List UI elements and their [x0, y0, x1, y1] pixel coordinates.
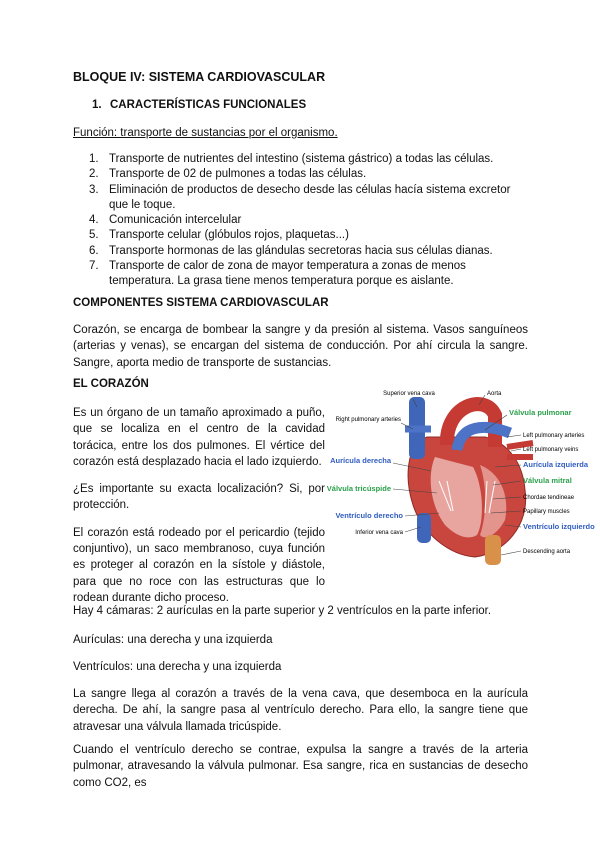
heart-heading: EL CORAZÓN [73, 378, 149, 390]
heart-text-column [73, 405, 325, 617]
section-title: CARACTERÍSTICAS FUNCIONALES [110, 99, 307, 111]
label-inferior-vena-cava: Inferior vena cava [355, 530, 403, 536]
heart-paragraph: ¿Es importante su exacta localización? Si, por protección. [73, 483, 325, 512]
label-valvula-mitral: Válvula mitral [523, 476, 572, 485]
label-right-pulmonary-arteries: Right pulmonary arteries [335, 417, 401, 423]
section-heading [92, 99, 306, 111]
label-valvula-tricuspide: Válvula tricúspide [326, 484, 391, 493]
function-line: Función: transporte de sustancias por el organismo. [73, 127, 338, 139]
label-chordae-tendineae: Chordae tendineae [523, 495, 575, 501]
label-descending-aorta: Descending aorta [523, 549, 571, 555]
label-left-pulmonary-arteries: Left pulmonary arteries [523, 433, 585, 439]
label-left-pulmonary-veins: Left pulmonary veins [523, 447, 579, 453]
flow-paragraph-1: La sangre llega al corazón a través de la vena cava, que desemboca en la aurícula derecha. De ahí, la sangre pasa al ventrículo derecho. Para ello, la sangre tiene que atravesar una válvula llamada tricúspide. [73, 688, 528, 733]
list-item: 4. Comunicación intercelular [89, 214, 242, 227]
heart-paragraph: El corazón está rodeado por el pericardio (tejido conjuntivo), un saco membranoso, cuya función es proteger al corazón en la sístole y diástole, para que no roce con las estructuras que lo rodean durante dicho proceso. [73, 526, 325, 604]
heart-paragraph: Es un órgano de un tamaño aproximado a puño, que se localiza en el centro de la cavidad torácica, entre los dos pulmones. El vértice del corazón está desplazado hacia el lado izquierdo. [73, 407, 325, 468]
list-item: 5. Transporte celular (glóbulos rojos, plaquetas...) [89, 229, 349, 242]
label-auricula-derecha: Aurícula derecha [330, 456, 391, 465]
label-superior-vena-cava: Superior vena cava [383, 391, 435, 397]
list-item: 1. Transporte de nutrientes del intestino (sistema gástrico) a todas las células. [89, 153, 494, 165]
flow-paragraph-2: Cuando el ventrículo derecho se contrae, expulsa la sangre a través de la arteria pulmonar, atravesando la válvula pulmonar. Esa sangre, rica en sustancias de desecho como CO2, es [73, 744, 528, 789]
section-number: 1. [92, 99, 102, 111]
label-papillary-muscles: Papillary muscles [523, 509, 570, 515]
list-item: 7. Transporte de calor de zona de mayor temperatura a zonas de menos temperatura. La grasa tiene menos temperatura porque es aislante. [89, 260, 466, 288]
list-item: 6. Transporte hormonas de las glándulas secretoras hacia sus células dianas. [89, 244, 493, 257]
list-item: 2. Transporte de 02 de pulmones a todas las células. [89, 168, 367, 181]
label-aorta: Aorta [487, 391, 502, 397]
heart-diagram [326, 385, 600, 570]
label-auricula-izquierda: Aurícula izquierda [523, 460, 589, 469]
label-ventriculo-izquierdo: Ventrículo izquierdo [523, 522, 595, 531]
document-title: BLOQUE IV: SISTEMA CARDIOVASCULAR [73, 70, 326, 84]
label-valvula-pulmonar: Válvula pulmonar [509, 408, 572, 417]
atria-paragraph: Aurículas: una derecha y una izquierda [73, 634, 273, 646]
functions-list [73, 152, 528, 290]
list-item: 3. Eliminación de productos de desecho desde las células hacía sistema excretor que le toque. [89, 183, 511, 211]
chambers-paragraph: Hay 4 cámaras: 2 aurículas en la parte superior y 2 ventrículos en la parte inferior. [73, 605, 492, 617]
label-ventriculo-derecho: Ventrículo derecho [335, 511, 403, 520]
components-paragraph: Corazón, se encarga de bombear la sangre y da presión al sistema. Vasos sanguíneos (arterias y venas), se encargan del sistema de conducción. Por ahí circula la sangre. Sangre, aporta medio de transporte de sustancias. [73, 324, 528, 369]
components-heading: COMPONENTES SISTEMA CARDIOVASCULAR [73, 297, 329, 309]
ventricles-paragraph: Ventrículos: una derecha y una izquierda [73, 661, 282, 673]
